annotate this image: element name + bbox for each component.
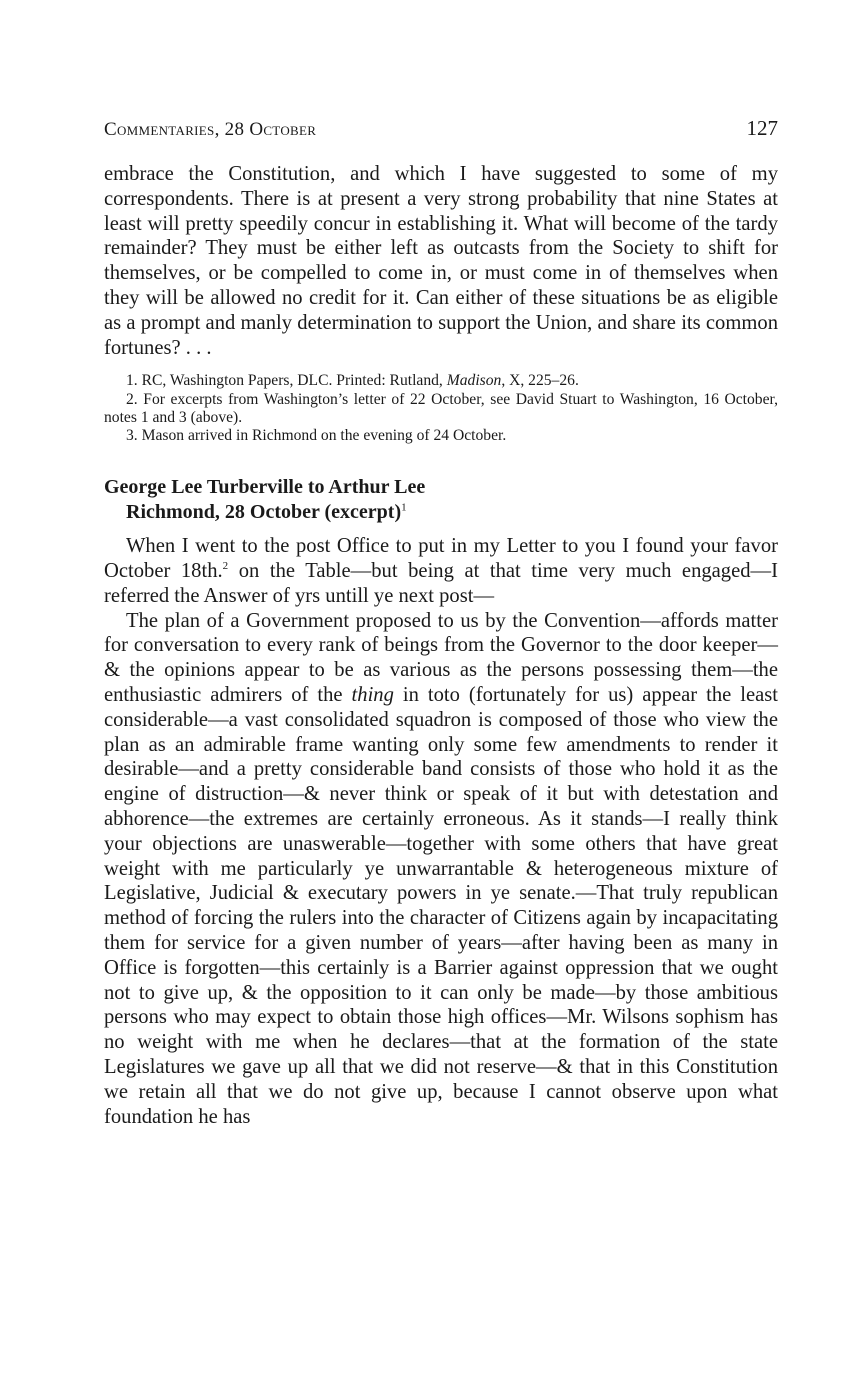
section-heading — [104, 475, 778, 524]
letter-text — [104, 534, 778, 1129]
note-1 — [104, 372, 778, 390]
letter-paragraph-2-text-b: in toto (fortunately for us) appear the least considerable—a vast consolidated squadron is composed of those who view the plan as an admirable frame wanting only some few amendments to render it desirable—and a pretty considerable band consists of those who hold it as the engine of distruction—& never think or speak of it but with detestation and abhorence—the extremes are certainly erroneous. As it stands—I really think your objections are unaswerable—together with some others that have great weight with me particularly ye unwarrantable & heterogeneous mixture of Legislative, Judicial & executary powers in ye senate.—That truly republican method of forcing the rulers into the character of Citizens again by incapacitating them for service for a given number of years—after having been as many in Office is forgotten—this certainly is a Barrier against oppression that we ought not to give up, & the opposition to it can only be made—by those ambitious persons who may expect to obtain those high offices—Mr. Wilsons sophism has no weight with me when he declares—that at the formation of the state Legislatures we gave up all that we did not reserve—& that in this Constitution we retain all that we do not give up, because I cannot observe upon what foundation he has — [104, 683, 779, 1128]
letter-paragraph-1 — [104, 534, 778, 608]
note-3: 3. Mason arrived in Richmond on the evening of 24 October. — [126, 426, 507, 444]
continuation-text — [104, 162, 778, 360]
page-number: 127 — [746, 116, 778, 140]
running-head — [104, 116, 778, 146]
note-1-text-a: 1. RC, Washington Papers, DLC. Printed: Rutland, — [126, 372, 447, 390]
notes — [104, 372, 778, 445]
section-heading-place-date: Richmond, 28 October (excerpt) — [126, 500, 402, 523]
letter-paragraph-2 — [104, 609, 778, 1130]
continuation-paragraph: embrace the Constitution, and which I have suggested to some of my correspondents. There is at present a very strong probability that nine States at least will pretty speedily concur in establishing it. What will become of the tardy remainder? They must be either left as outcasts from the Society to shift for themselves, or be compelled to come in, or must come in of themselves when they will be allowed no credit for it. Can either of these situations be as eligible as a prompt and manly determination to support the Union, and share its common fortunes? . . . — [104, 163, 778, 359]
section-heading-line-1: George Lee Turberville to Arthur Lee — [104, 476, 426, 499]
document-page — [104, 116, 778, 1129]
letter-paragraph-2-text-a: The plan of a Government proposed to us by the Convention—affords matter for conversation to every rank of beings from the Governor to the door keeper—& the opinions appear to be as various as the persons possessing them—the enthusiastic admirers of the — [104, 609, 778, 706]
running-head-title: Commentaries, 28 October — [104, 119, 317, 140]
note-1-italic: Madison — [446, 372, 502, 390]
section-heading-line-2 — [104, 500, 778, 525]
letter-paragraph-1-text-a: When I went to the post Office to put in my Letter to you I found your favor October 18th. — [104, 535, 778, 582]
letter-paragraph-1-note-ref: 2 — [222, 560, 229, 573]
section-heading-note-ref: 1 — [401, 501, 407, 514]
note-1-text-b: , X, 225–26. — [501, 372, 579, 390]
note-2: 2. For excerpts from Washington’s letter of 22 October, see David Stuart to Washington, 16 October, notes 1 and 3 (above). — [104, 390, 778, 426]
letter-paragraph-2-italic: thing — [351, 683, 394, 706]
letter-paragraph-1-text-b: on the Table—but being at that time very much engaged—I referred the Answer of yrs untill ye next post— — [104, 559, 778, 607]
